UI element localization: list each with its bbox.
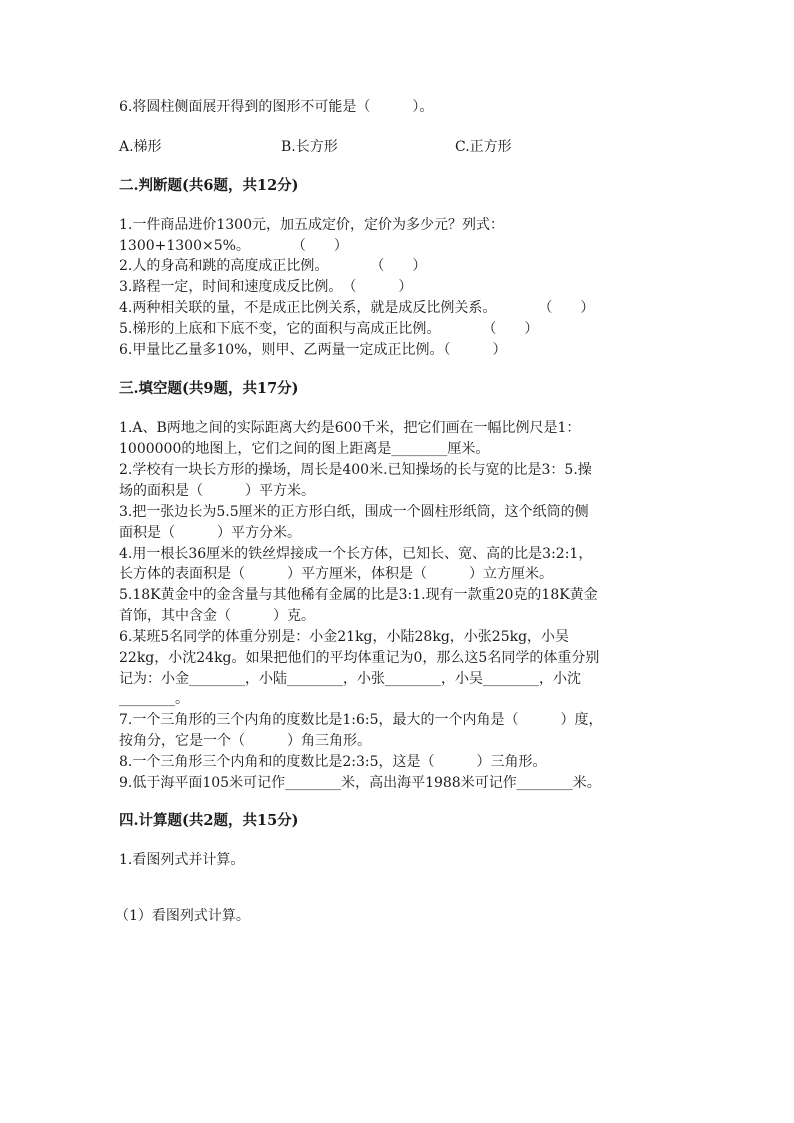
- option-b: B.长方形: [281, 139, 338, 155]
- option-c: C.正方形: [455, 139, 512, 155]
- fill-line: 22kg，小沈24kg。如果把他们的平均体重记为0，那么这5名同学的体重分别: [119, 650, 600, 666]
- fill-line: 2.学校有一块长方形的操场，周长是400米.已知操场的长与宽的比是3：5.操: [119, 462, 592, 478]
- judge-line: 2.人的身高和跳的高度成正比例。 （ ）: [119, 258, 427, 274]
- fill-line: 5.18K黄金中的金含量与其他稀有金属的比是3:1.现有一款重20克的18K黄金: [119, 587, 598, 603]
- judge-line: 1300+1300×5%。 （ ）: [119, 238, 348, 254]
- judge-line: 1.一件商品进价1300元，加五成定价，定价为多少元？列式：: [119, 217, 504, 233]
- question-6-stem: 6.将圆柱侧面展开得到的图形不可能是（ ）。: [119, 99, 434, 115]
- fill-line: 面积是（ ）平方分米。: [119, 525, 301, 541]
- fill-line: 4.用一根长36厘米的铁丝焊接成一个长方体，已知长、宽、高的比是3:2:1，: [119, 546, 593, 562]
- fill-line: ________。: [119, 691, 189, 707]
- fill-line: 长方体的表面积是（ ）平方厘米，体积是（ ）立方厘米。: [119, 566, 553, 582]
- fill-line: 首饰，其中含金（ ）克。: [119, 608, 315, 624]
- fill-line: 1000000的地图上，它们之间的图上距离是________厘米。: [119, 441, 490, 457]
- section-2-heading: 二.判断题(共6题，共12分): [119, 177, 299, 194]
- judge-line: 4.两种相关联的量，不是成正比例关系，就是成反比例关系。 （ ）: [119, 300, 595, 316]
- fill-line: 8.一个三角形三个内角和的度数比是2:3:5，这是（ ）三角形。: [119, 754, 547, 770]
- fill-line: 7.一个三角形的三个内角的度数比是1:6:5，最大的一个内角是（ ）度，: [119, 712, 603, 728]
- section-4-heading: 四.计算题(共2题，共15分): [119, 812, 299, 829]
- fill-line: 按角分，它是一个（ ）角三角形。: [119, 733, 371, 749]
- fill-line: 9.低于海平面105米可记作________米，高出海平1988米可记作________米。: [119, 775, 601, 791]
- option-a: A.梯形: [119, 139, 162, 155]
- calc-question-1: 1.看图列式并计算。: [119, 852, 245, 868]
- section-3-heading: 三.填空题(共9题，共17分): [119, 380, 299, 397]
- fill-line: 场的面积是（ ）平方米。: [119, 483, 315, 499]
- calc-subquestion-1: （1）看图列式计算。: [115, 908, 250, 924]
- judge-line: 5.梯形的上底和下底不变，它的面积与高成正比例。 （ ）: [119, 321, 539, 337]
- judge-line: 3.路程一定，时间和速度成反比例。 （ ）: [119, 279, 413, 295]
- judge-line: 6.甲量比乙量多10%，则甲、乙两量一定成正比例。（ ）: [119, 342, 507, 358]
- fill-line: 3.把一张边长为5.5厘米的正方形白纸，围成一个圆柱形纸筒，这个纸筒的侧: [119, 504, 589, 520]
- fill-line: 记为：小金________，小陆________，小张________，小吴________，小沈: [119, 671, 581, 687]
- fill-line: 6.某班5名同学的体重分别是：小金21kg，小陆28kg，小张25kg，小吴: [119, 629, 570, 645]
- fill-line: 1.A、B两地之间的实际距离大约是600千米，把它们画在一幅比例尺是1：: [119, 420, 581, 436]
